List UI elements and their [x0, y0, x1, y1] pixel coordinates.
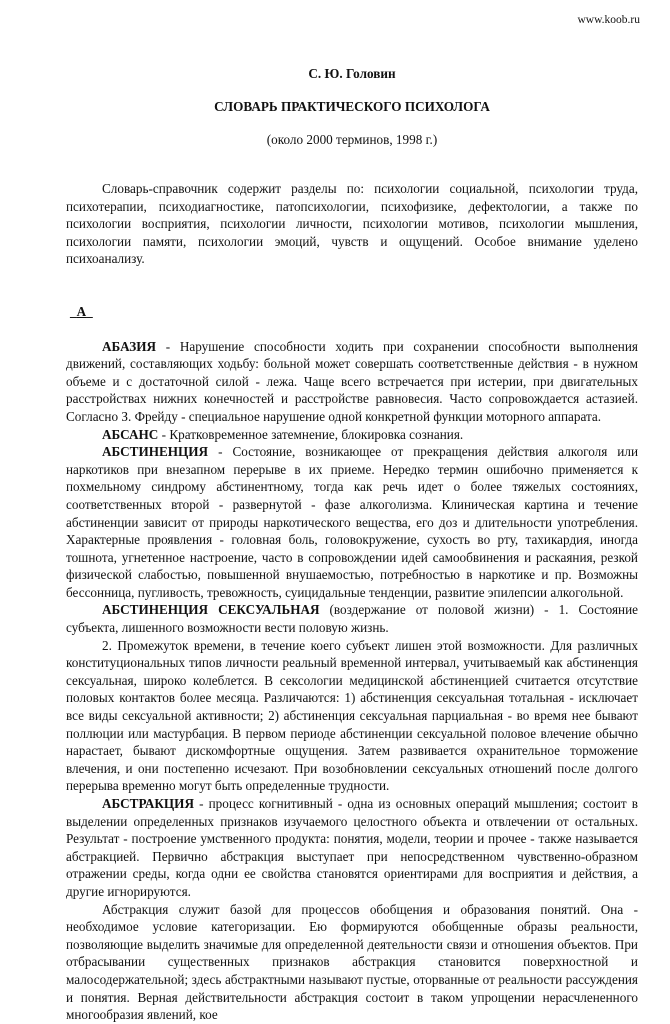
entry-abazia: [66, 338, 638, 426]
entry-abstrakcia-cont: [66, 901, 638, 1024]
section-heading: _A_: [70, 303, 93, 319]
entry-term: АБАЗИЯ: [102, 338, 157, 354]
book-subtitle: (около 2000 терминов, 1998 г.): [266, 132, 438, 147]
entry-abstrakcia: [66, 795, 638, 901]
entry-abstinencia: [66, 443, 638, 601]
entry-text: - Нарушение способности ходить при сохранении способности выполнения движений, составляющих ходьбу: больной может совершать соответственные действия - в нужном объеме и с достаточной силой - лежа. Чаще всего встречается при истерии, при двигательных расстройствах нижних конечностей и расстройстве равновесия. Часто сопровождается астазией. Согласно З. Фрейду - специальное нарушение одной конкретной функции моторного аппарата.: [66, 338, 638, 424]
entry-abstinencia-sexual: [66, 601, 638, 636]
book-author: С. Ю. Головин: [308, 66, 396, 81]
document-body: [66, 180, 638, 1024]
book-title: СЛОВАРЬ ПРАКТИЧЕСКОГО ПСИХОЛОГА: [214, 99, 490, 114]
entry-term: АБСТРАКЦИЯ: [102, 796, 194, 811]
section-letter: A: [76, 303, 87, 319]
entry-term: АБСТИНЕНЦИЯ СЕКСУАЛЬНАЯ: [102, 602, 320, 618]
entry-term: АБСТИНЕНЦИЯ: [102, 444, 209, 460]
entry-text: - Кратковременное затемнение, блокировка сознания.: [158, 426, 464, 442]
entry-absans: [66, 426, 638, 444]
entry-text: - Состояние, возникающее от прекращения действия алкоголя или наркотиков при внезапном перерыве в их приеме. Нередко термин ошибочно применяется к похмельному синдрому абстинентному, тогда как речь идет о более тяжелых состояниях, соответственных второй - развернутой - фазе алкоголизма. Клиническая картина и течение абстиненции зависит от природы наркотического вещества, его доз и длительности употребления. Характерные проявления - головная боль, головокружение, сухость во рту, тахикардия, иногда тошнота, угнетенное настроение, часто в сопровождении идей самообвинения и раскаяния, резкой физической слабостью, повышенной внушаемостью, потребностью в наркотике и пр. Возможны бессонница, пугливость, тревожность, суицидальные тенденции, развитие эпилепсии алкогольной.: [66, 444, 638, 600]
entry-text: Абстракция служит базой для процессов обобщения и образования понятий. Она - необходимое условие категоризации. Ею формируются обобщенные образы реальности, позволяющие выделить значимые для определенной деятельности связи и отношения объектов. При отбрасывании существенных признаков абстракция становится поверхностной и малосодержательной; здесь абстрактными называют пустые, оторванные от реальности рассуждения и понятия. Верная действительности абстракция состоит в таком упрощении нерасчлененного многообразия явлений, кое: [66, 901, 638, 1023]
intro-paragraph: Словарь-справочник содержит разделы по: психологии социальной, психологии труда, психотерапии, психодиагностике, патопсихологии, психофизике, дефектологии, а также по психологии восприятия, психологии личности, психологии мотивов, психологии мышления, психологии памяти, психологии эмоций, чувств и ощущений. Особое внимание уделено психоанализу.: [66, 181, 638, 267]
source-url: www.koob.ru: [577, 14, 640, 26]
entry-text: 2. Промежуток времени, в течение коего субъект лишен этой возможности. Для различных конституциональных типов личности реальный временной интервал, учитываемый как абстиненция сексуальная, широко колеблется. В сексологии медицинской абстиненцией считается отсутствие половых контактов более месяца. Различаются: 1) абстиненция сексуальная тотальная - исключает все виды сексуальной активности; 2) абстиненция сексуальная парциальная - во время нее бывают поллюции или мастурбация. В первом периоде абстиненции сексуальной половое влечение обычно нарастает, бывают дискомфортные ощущения. Затем развивается охранительное торможение влечения, и они постепенно исчезают. При возобновлении сексуальных отношений после долгого перерыва временно могут быть определенные трудности.: [66, 637, 638, 794]
entry-text: (воздержание от половой жизни) - 1. Состояние субъекта, лишенного возможности вести половую жизнь.: [66, 602, 638, 636]
entry-abstinencia-sexual-cont: [66, 637, 638, 795]
entry-term: АБСАНС: [102, 426, 159, 442]
entry-text: - процесс когнитивный - одна из основных операций мышления; состоит в выделении определенных признаков изучаемого целостного объекта и отвлечении от остальных. Результат - построение умственного продукта: понятия, модели, теории и прочее - также называется абстракцией. Первично абстракция выступает при непосредственном чувственно-образном отражении среды, когда одни ее свойства становятся ориентирами для восприятия и действия, а другие игнорируются.: [66, 796, 638, 899]
